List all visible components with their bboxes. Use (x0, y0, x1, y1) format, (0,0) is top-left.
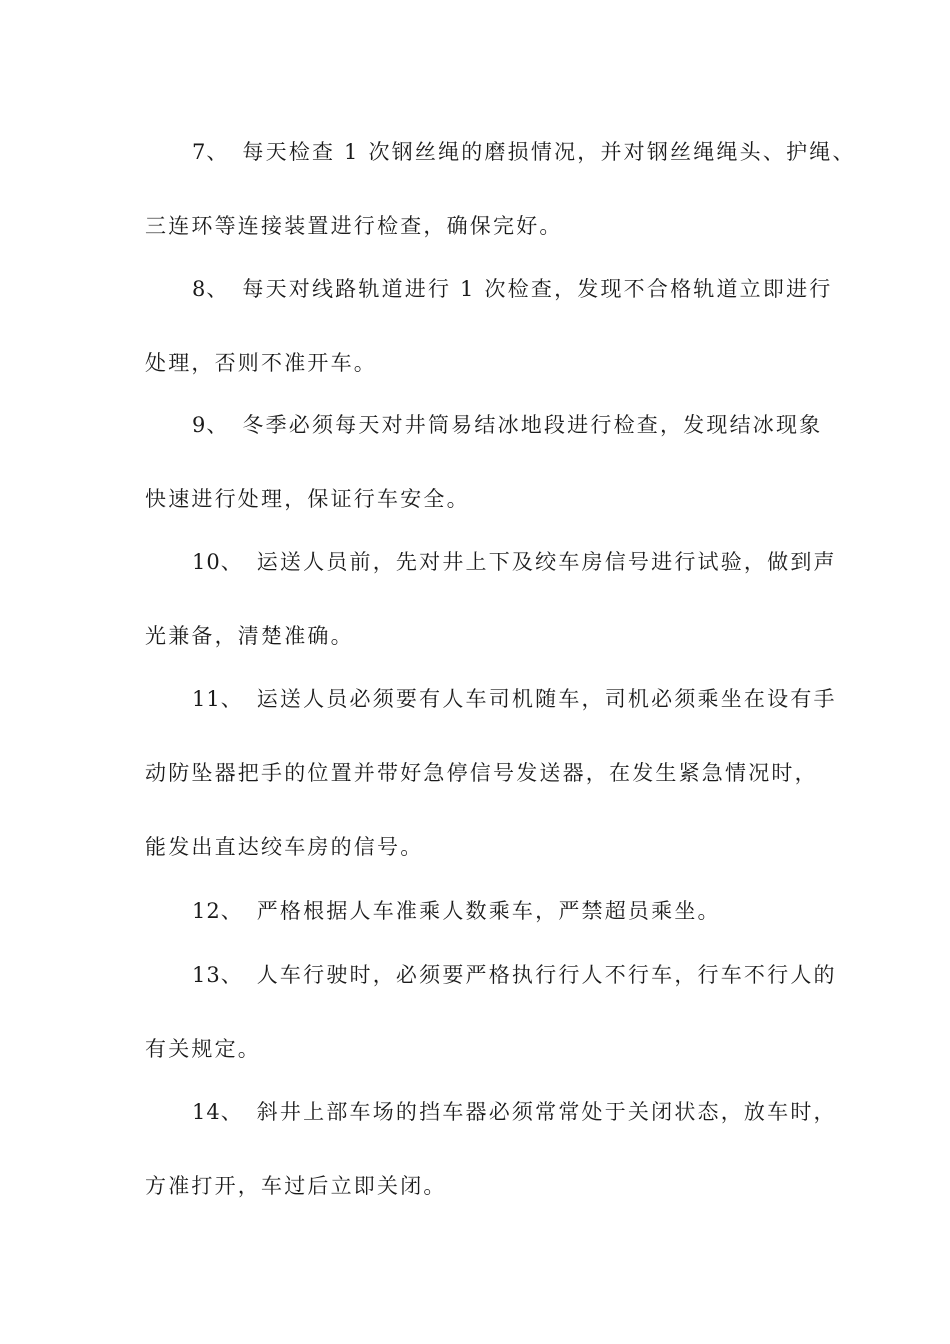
item-14-line-1 (0, 1097, 950, 1127)
item-11-line-1 (0, 684, 950, 714)
item-11-line-2 (0, 758, 950, 788)
item-12-line-1 (0, 896, 950, 926)
item-text: 冬季必须每天对井筒易结冰地段进行检查，发现结冰现象 (242, 413, 823, 437)
item-number: 10、 (192, 550, 243, 574)
item-13-line-2 (0, 1034, 950, 1064)
item-14-line-2 (0, 1171, 950, 1201)
item-number: 14、 (192, 1100, 243, 1124)
item-text: 处理，否则不准开车。 (145, 351, 377, 375)
item-number: 11、 (192, 687, 243, 711)
item-number: 7、 (192, 140, 229, 164)
item-9-line-1 (0, 410, 950, 440)
item-number: 9、 (192, 413, 229, 437)
item-text: 能发出直达绞车房的信号。 (145, 835, 424, 859)
item-text: 每天检查 1 次钢丝绳的磨损情况，并对钢丝绳绳头、护绳、 (242, 140, 856, 164)
item-text: 每天对线路轨道进行 1 次检查，发现不合格轨道立即进行 (242, 277, 833, 301)
item-text: 快速进行处理，保证行车安全。 (145, 487, 470, 511)
item-text: 动防坠器把手的位置并带好急停信号发送器，在发生紧急情况时， (145, 761, 818, 785)
item-text: 严格根据人车准乘人数乘车，严禁超员乘坐。 (256, 899, 721, 923)
item-text: 有关规定。 (145, 1037, 261, 1061)
item-text: 方准打开，车过后立即关闭。 (145, 1174, 447, 1198)
item-10-line-1 (0, 547, 950, 577)
item-text: 斜井上部车场的挡车器必须常常处于关闭状态，放车时， (256, 1100, 837, 1124)
item-text: 三连环等连接装置进行检查，确保完好。 (145, 214, 563, 238)
item-9-line-2 (0, 484, 950, 514)
item-number: 8、 (192, 277, 229, 301)
item-7-line-1 (0, 137, 950, 167)
item-text: 人车行驶时，必须要严格执行行人不行车，行车不行人的 (256, 963, 837, 987)
item-text: 运送人员必须要有人车司机随车，司机必须乘坐在设有手 (256, 687, 837, 711)
item-13-line-1 (0, 960, 950, 990)
item-number: 13、 (192, 963, 243, 987)
item-number: 12、 (192, 899, 243, 923)
item-text: 光兼备，清楚准确。 (145, 624, 354, 648)
item-8-line-1 (0, 274, 950, 304)
item-11-line-3 (0, 832, 950, 862)
item-text: 运送人员前，先对井上下及绞车房信号进行试验，做到声 (256, 550, 837, 574)
item-7-line-2 (0, 211, 950, 241)
item-10-line-2 (0, 621, 950, 651)
item-8-line-2 (0, 348, 950, 378)
